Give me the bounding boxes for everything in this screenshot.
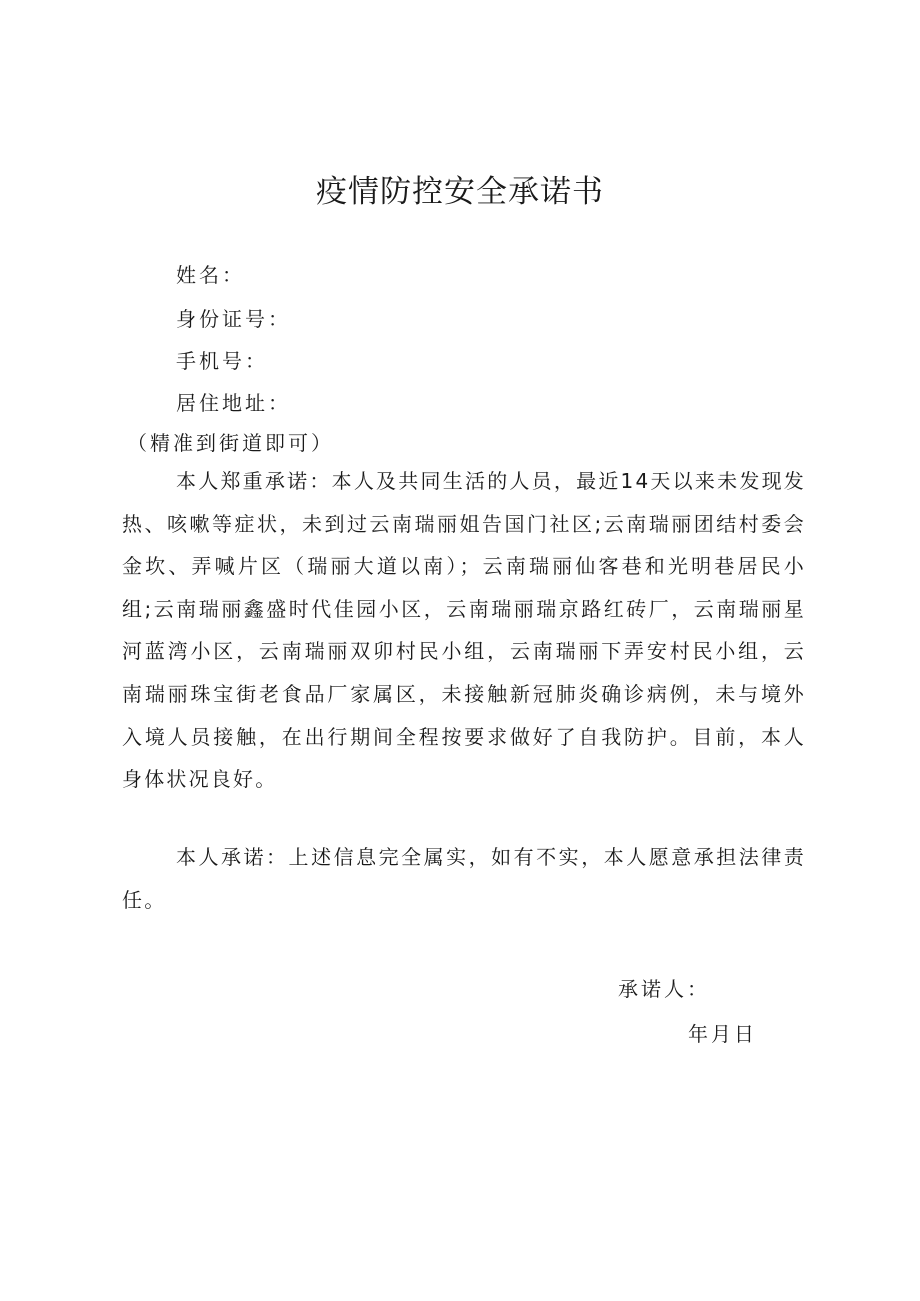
name-field-label: 姓名： — [176, 263, 245, 287]
address-note: （精准到街道即可） — [127, 431, 334, 455]
commitment-paragraph: 本人郑重承诺：本人及共同生活的人员，最近14天以来未发现发热、咳嗽等症状，未到过云南瑞丽姐告国门社区;云南瑞丽团结村委会金坎、弄喊片区（瑞丽大道以南）；云南瑞丽仙客巷和光明巷居民小组;云南瑞丽鑫盛时代佳园小区，云南瑞丽瑞京路红砖厂，云南瑞丽星河蓝湾小区，云南瑞丽双卯村民小组，云南瑞丽下弄安村民小组，云南瑞丽珠宝街老食品厂家属区，未接触新冠肺炎确诊病例，未与境外入境人员接触，在出行期间全程按要求做好了自我防护。目前，本人身体状况良好。 — [122, 469, 806, 792]
phone-field-label: 手机号： — [176, 349, 268, 373]
liability-paragraph: 本人承诺：上述信息完全属实，如有不实，本人愿意承担法律责任。 — [122, 845, 806, 912]
signer-label: 承诺人： — [618, 977, 710, 1001]
date-label: 年月日 — [688, 1022, 757, 1046]
id-number-field-label: 身份证号： — [176, 307, 291, 331]
address-field-label: 居住地址： — [176, 391, 291, 415]
document-title: 疫情防控安全承诺书 — [316, 174, 604, 210]
